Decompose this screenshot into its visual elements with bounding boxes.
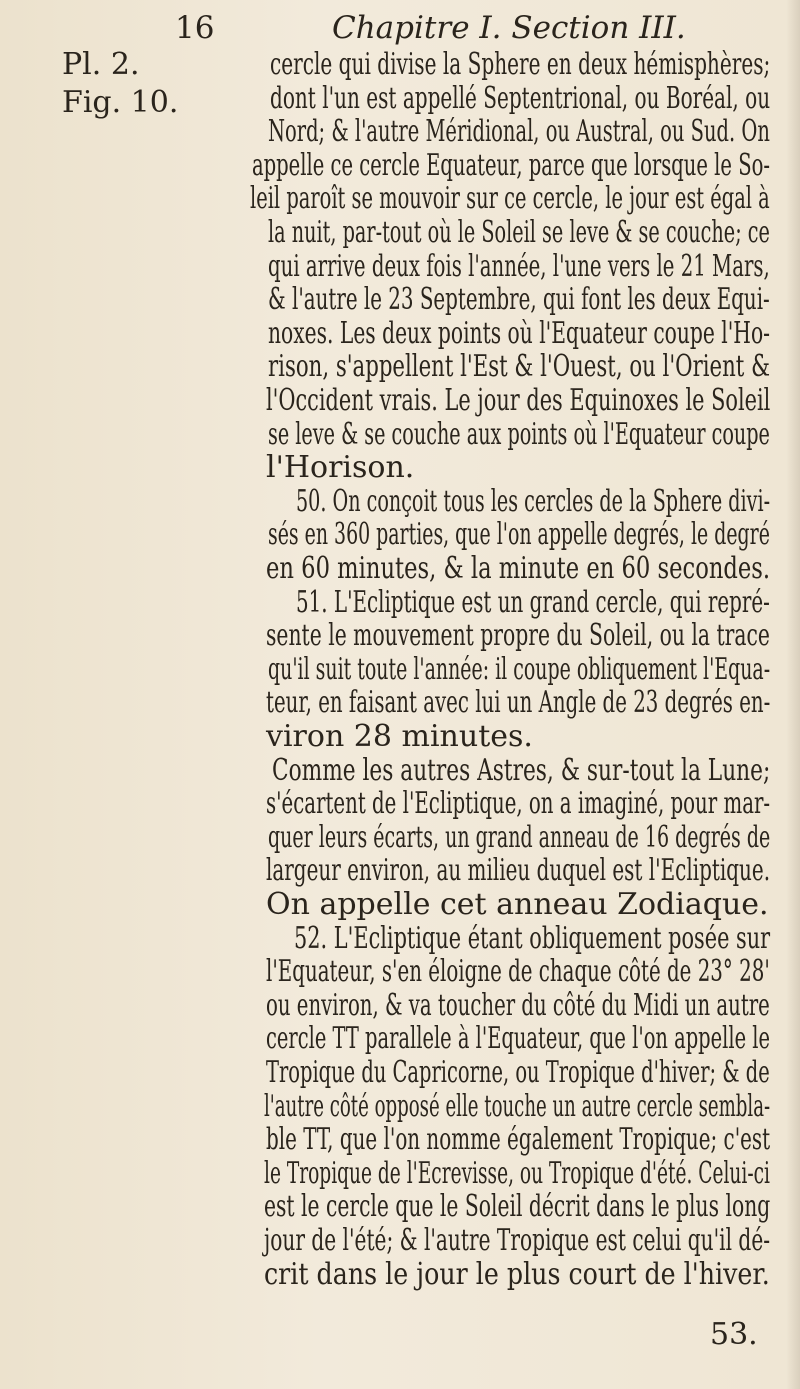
text-line: 50. On conçoit tous les cercles de la Sphere divi- xyxy=(296,483,771,519)
text-line: Comme les autres Astres, & sur-tout la Lune; xyxy=(272,752,771,788)
running-title: Chapitre I. Section III. xyxy=(332,10,686,46)
text-line: le Tropique de l'Ecrevisse, ou Tropique d'été. Celui-ci xyxy=(264,1155,770,1191)
page-edge-shadow xyxy=(786,0,800,1389)
text-line: noxes. Les deux points où l'Equateur coupe l'Ho- xyxy=(268,315,770,351)
text-line: leil paroît se mouvoir sur ce cercle, le jour est égal à xyxy=(250,181,770,217)
text-line: On appelle cet anneau Zodiaque. xyxy=(266,887,769,922)
text-line: qui arrive deux fois l'année, l'une vers le 21 Mars, xyxy=(268,248,770,284)
text-line: jour de l'été; & l'autre Tropique est celui qu'il dé- xyxy=(264,1223,771,1258)
text-line: sés en 360 parties, que l'on appelle degrés, le degré xyxy=(268,517,770,553)
text-line: sente le mouvement propre du Soleil, ou la trace xyxy=(266,618,770,654)
text-line: Nord; & l'autre Méridional, ou Austral, ou Sud. On xyxy=(268,114,770,150)
text-line: l'Occident vrais. Le jour des Equinoxes le Soleil xyxy=(266,383,771,418)
text-line: la nuit, par-tout où le Soleil se leve & se couche; ce xyxy=(268,215,770,250)
text-line: teur, en faisant avec lui un Angle de 23 degrés en- xyxy=(266,685,771,721)
text-line: l'autre côté opposé elle touche un autre cercle sembla- xyxy=(264,1088,771,1124)
text-line: Tropique du Capricorne, ou Tropique d'hiver; & de xyxy=(266,1055,770,1090)
text-line: crit dans le jour le plus court de l'hiver. xyxy=(264,1256,770,1292)
text-line: viron 28 minutes. xyxy=(266,719,533,754)
text-line: l'Horison. xyxy=(266,450,415,486)
text-line: en 60 minutes, & la minute en 60 secondes. xyxy=(266,551,771,586)
text-line: rison, s'appellent l'Est & l'Ouest, ou l'Orient & xyxy=(268,349,770,385)
text-line: se leve & se couche aux points où l'Equateur coupe xyxy=(268,416,770,452)
margin-note-figure: Fig. 10. xyxy=(62,85,179,120)
margin-note-plate: Pl. 2. xyxy=(62,47,140,82)
text-line: l'Equateur, s'en éloigne de chaque côté de 23° 28' xyxy=(266,954,770,990)
text-line: est le cercle que le Soleil décrit dans le plus long xyxy=(264,1189,771,1225)
text-line: 51. L'Ecliptique est un grand cercle, qui repré- xyxy=(296,584,770,620)
text-line: quer leurs écarts, un grand anneau de 16 degrés de xyxy=(268,819,771,855)
text-line: dont l'un est appellé Septentrional, ou Boréal, ou xyxy=(270,80,771,116)
running-header xyxy=(0,6,800,50)
text-line: cercle qui divise la Sphere en deux hémisphères; xyxy=(270,47,771,82)
text-line: qu'il suit toute l'année: il coupe obliquement l'Equa- xyxy=(268,651,771,687)
text-line: ou environ, & va toucher du côté du Midi un autre xyxy=(266,987,770,1023)
catchword: 53. xyxy=(710,1317,758,1352)
text-line: appelle ce cercle Equateur, parce que lorsque le So- xyxy=(252,147,770,183)
text-line: & l'autre le 23 Septembre, qui font les deux Equi- xyxy=(268,282,770,318)
text-line: 52. L'Ecliptique étant obliquement posée sur xyxy=(294,920,771,956)
text-line: s'écartent de l'Ecliptique, on a imaginé, pour mar- xyxy=(266,786,771,822)
text-line: largeur environ, au milieu duquel est l'Ecliptique. xyxy=(266,853,771,889)
text-line: ble TT, que l'on nomme également Tropique; c'est xyxy=(266,1122,771,1158)
text-line: cercle TT parallele à l'Equateur, que l'on appelle le xyxy=(266,1021,771,1057)
page-number: 16 xyxy=(175,10,215,46)
